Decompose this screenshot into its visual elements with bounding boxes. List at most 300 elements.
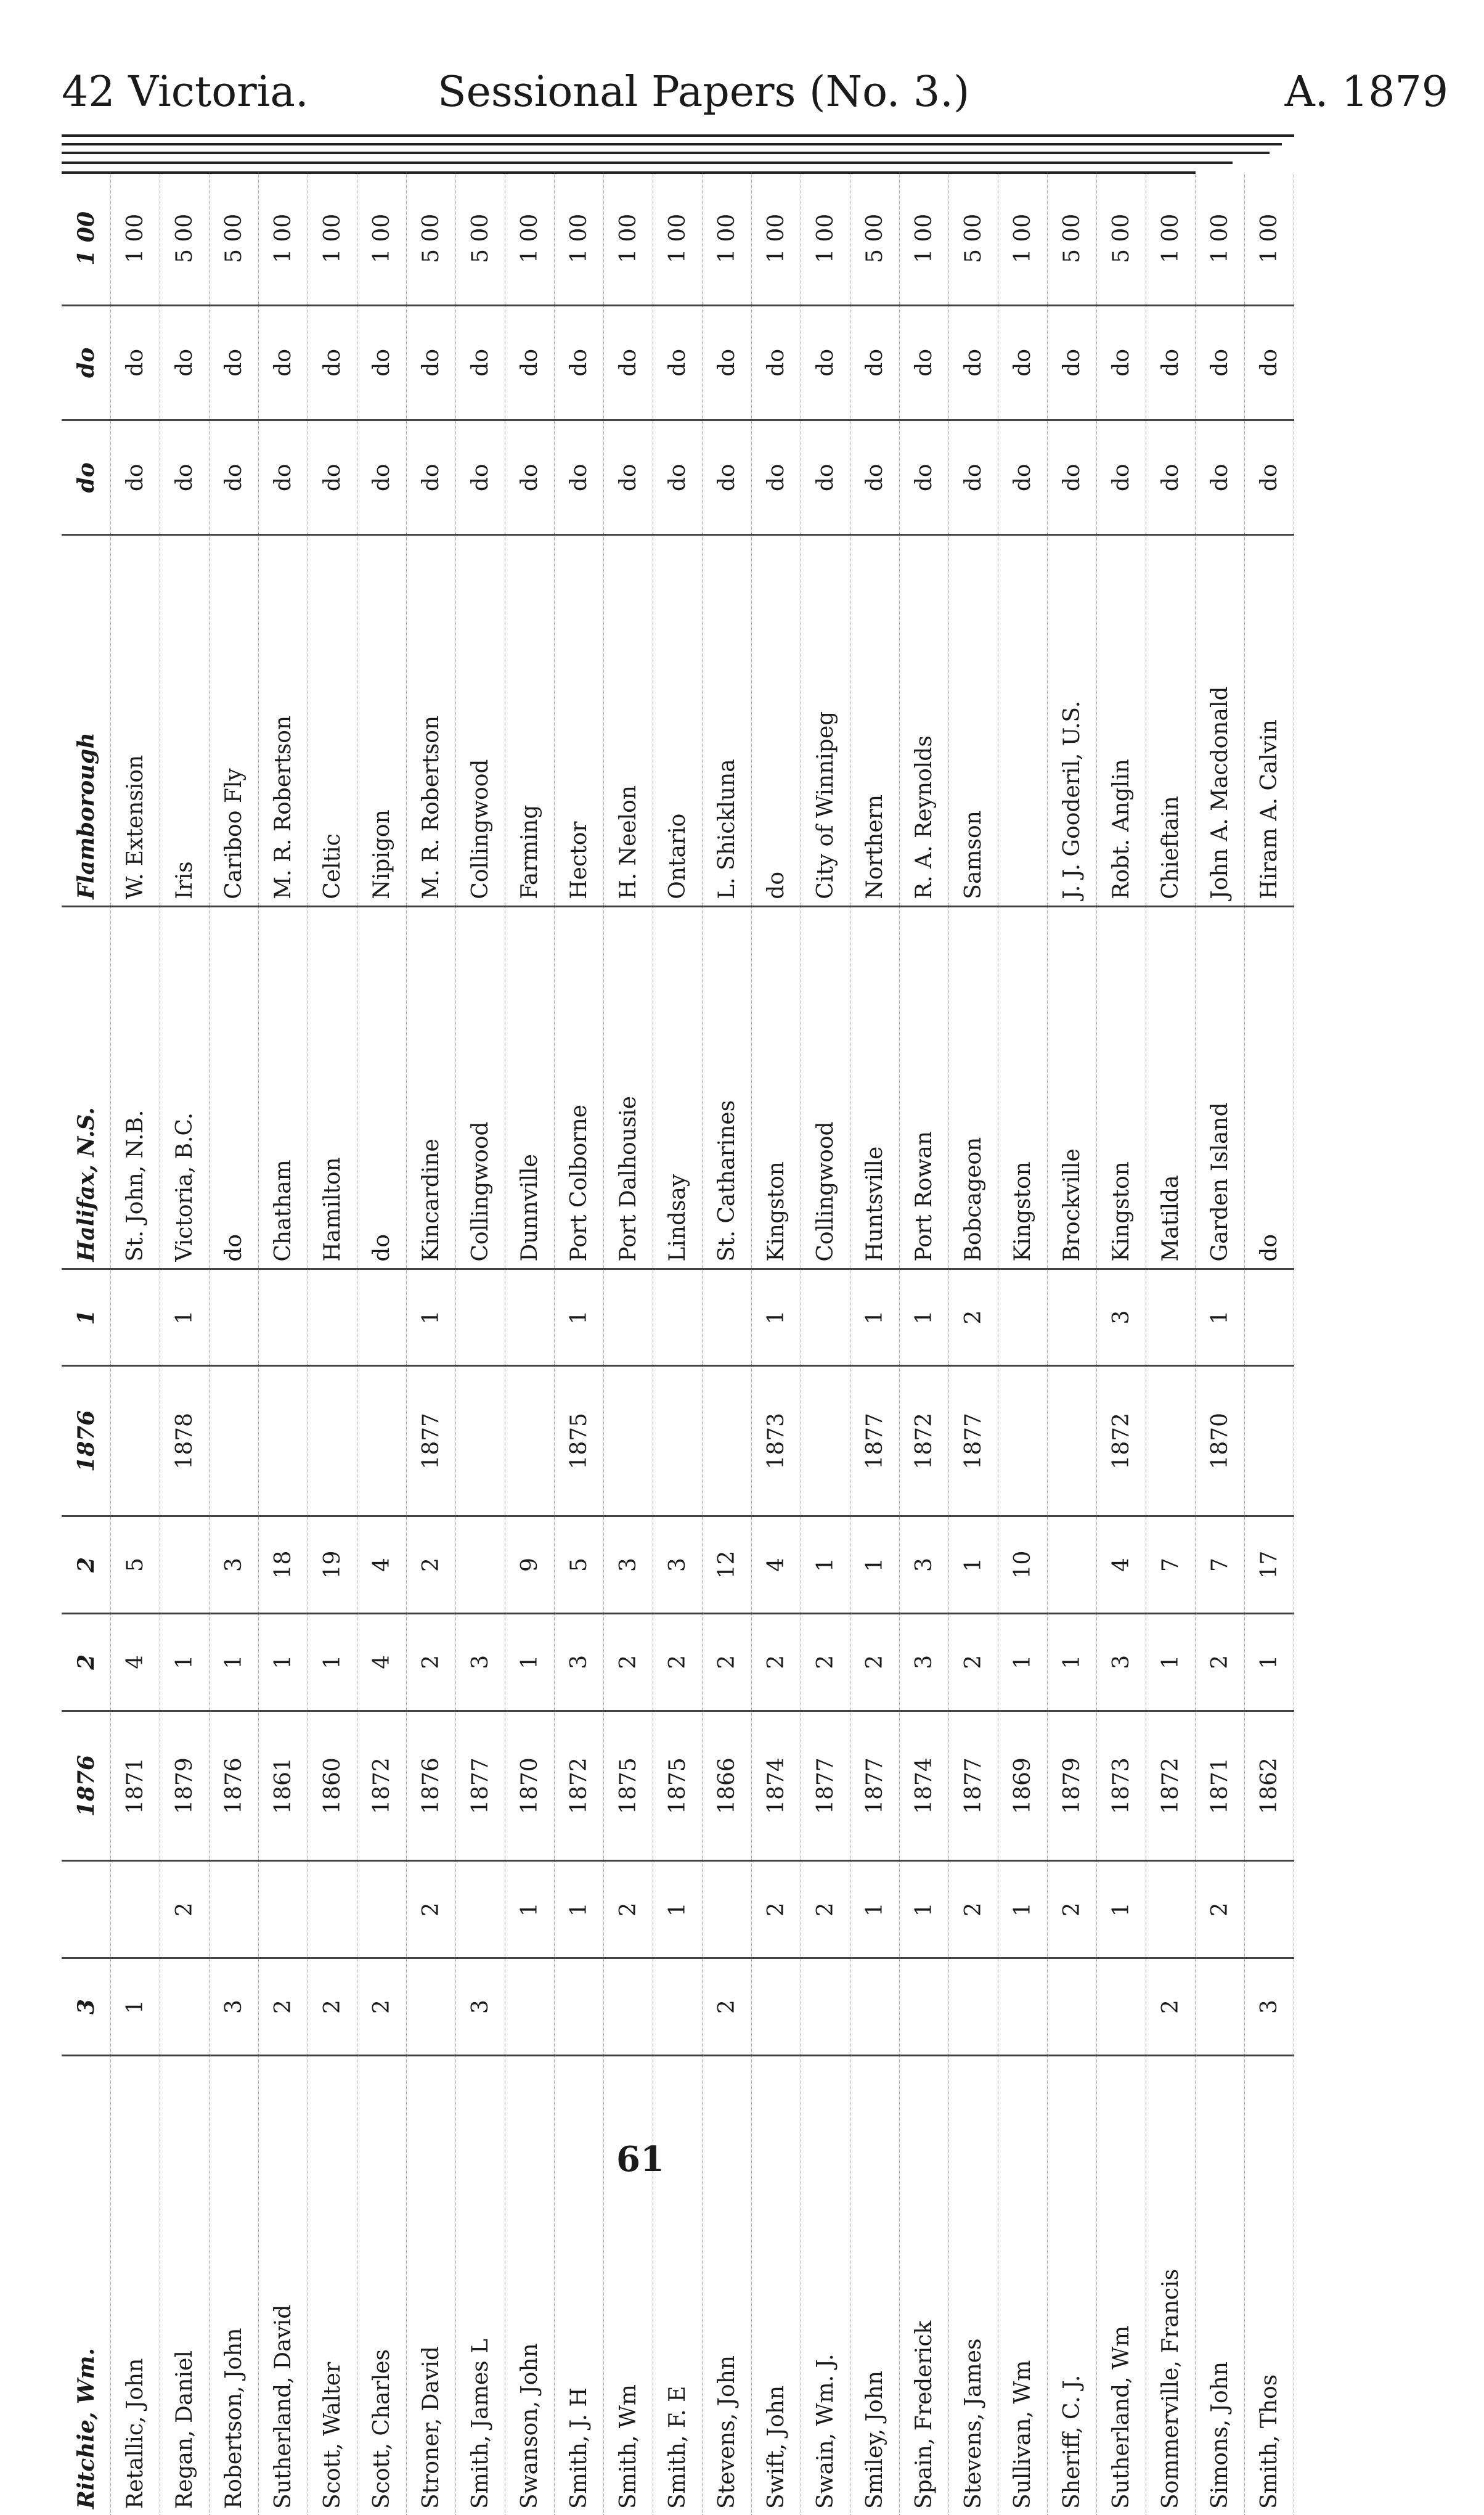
cell-col-e: 1 (62, 1269, 111, 1366)
cell-port: Hamilton (308, 906, 357, 1269)
cell-fee: 1 00 (1196, 173, 1245, 305)
cell-col-a (801, 1958, 850, 2056)
cell-col-d: 2 (407, 1516, 456, 1614)
cell-year-2: 1878 (160, 1366, 210, 1516)
cell-col-a: 2 (308, 1958, 357, 2056)
cell-fee: 5 00 (850, 173, 900, 305)
cell-fee: 1 00 (998, 173, 1048, 305)
cell-name: Retallic, John (111, 2055, 160, 2515)
cell-port: Kingston (1097, 906, 1146, 1269)
cell-name: Smith, Wm (604, 2055, 653, 2515)
cell-fee: 5 00 (456, 173, 505, 305)
cell-col-b: 2 (949, 1861, 998, 1958)
cell-year: 1872 (555, 1711, 604, 1861)
cell-port: do (1245, 906, 1294, 1269)
cell-col-d: 3 (653, 1516, 703, 1614)
cell-fee: 1 00 (111, 173, 160, 305)
cell-col-d: 19 (308, 1516, 357, 1614)
cell-do-2: do (801, 305, 850, 420)
cell-year: 1877 (801, 1711, 850, 1861)
cell-vessel: Celtic (308, 535, 357, 906)
cell-do-1: do (456, 420, 505, 535)
cell-year-2 (210, 1366, 259, 1516)
cell-fee: 1 00 (801, 173, 850, 305)
cell-do-2: do (1146, 305, 1196, 420)
cell-col-b (456, 1861, 505, 1958)
cell-fee: 5 00 (949, 173, 998, 305)
cell-fee: 1 00 (752, 173, 801, 305)
cell-col-b (62, 1861, 111, 1958)
cell-year: 1877 (850, 1711, 900, 1861)
cell-do-2: do (703, 305, 752, 420)
table-row (801, 173, 850, 2515)
cell-col-a (407, 1958, 456, 2056)
cell-do-2: do (407, 305, 456, 420)
cell-col-d: 3 (900, 1516, 949, 1614)
cell-do-1: do (555, 420, 604, 535)
cell-name: Smith, Thos (1245, 2055, 1294, 2515)
cell-name: Smiley, John (850, 2055, 900, 2515)
cell-col-a (998, 1958, 1048, 2056)
cell-port: Dunnville (505, 906, 555, 1269)
cell-col-e (998, 1269, 1048, 1366)
cell-vessel: Ontario (653, 535, 703, 906)
cell-year: 1875 (653, 1711, 703, 1861)
cell-col-a: 2 (259, 1958, 308, 2056)
cell-port: Bobcageon (949, 906, 998, 1269)
cell-col-e: 1 (850, 1269, 900, 1366)
cell-do-2: do (752, 305, 801, 420)
cell-port: Victoria, B.C. (160, 906, 210, 1269)
cell-vessel: Iris (160, 535, 210, 906)
cell-col-e (801, 1269, 850, 1366)
cell-fee: 1 00 (900, 173, 949, 305)
cell-vessel: Hiram A. Calvin (1245, 535, 1294, 906)
table-row (357, 173, 407, 2515)
cell-col-c: 2 (949, 1613, 998, 1711)
cell-year: 1876 (210, 1711, 259, 1861)
cell-name: Robertson, John (210, 2055, 259, 2515)
cell-fee: 1 00 (62, 173, 111, 305)
cell-year: 1872 (357, 1711, 407, 1861)
cell-do-2: do (1097, 305, 1146, 420)
cell-do-2: do (210, 305, 259, 420)
cell-col-e: 1 (555, 1269, 604, 1366)
cell-vessel: Chieftain (1146, 535, 1196, 906)
table-row (111, 173, 160, 2515)
cell-col-d (1048, 1516, 1097, 1614)
cell-do-2: do (308, 305, 357, 420)
table-row (1196, 173, 1245, 2515)
cell-do-2: do (604, 305, 653, 420)
cell-year: 1879 (1048, 1711, 1097, 1861)
cell-col-b: 1 (505, 1861, 555, 1958)
cell-do-1: do (998, 420, 1048, 535)
cell-vessel: Northern (850, 535, 900, 906)
cell-do-1: do (505, 420, 555, 535)
cell-year: 1871 (111, 1711, 160, 1861)
cell-vessel: Samson (949, 535, 998, 906)
cell-name: Smith, J. H (555, 2055, 604, 2515)
cell-vessel: R. A. Reynolds (900, 535, 949, 906)
cell-name: Stevens, John (703, 2055, 752, 2515)
cell-col-a (1196, 1958, 1245, 2056)
cell-col-a (752, 1958, 801, 2056)
cell-name: Sullivan, Wm (998, 2055, 1048, 2515)
cell-vessel: Flamborough (62, 535, 111, 906)
cell-col-b: 2 (160, 1861, 210, 1958)
cell-name: Sommerville, Francis (1146, 2055, 1196, 2515)
cell-col-a (653, 1958, 703, 2056)
register-table (62, 173, 1294, 2515)
cell-year-2: 1870 (1196, 1366, 1245, 1516)
cell-col-b (308, 1861, 357, 1958)
cell-do-1: do (210, 420, 259, 535)
cell-col-e: 1 (407, 1269, 456, 1366)
cell-col-d: 1 (801, 1516, 850, 1614)
cell-col-c: 2 (850, 1613, 900, 1711)
cell-vessel: Robt. Anglin (1097, 535, 1146, 906)
cell-vessel (998, 535, 1048, 906)
cell-port: Chatham (259, 906, 308, 1269)
cell-name: Regan, Daniel (160, 2055, 210, 2515)
cell-year-2 (653, 1366, 703, 1516)
cell-col-c: 2 (1196, 1613, 1245, 1711)
cell-do-1: do (1146, 420, 1196, 535)
cell-col-e (259, 1269, 308, 1366)
cell-col-e (1048, 1269, 1097, 1366)
cell-port: Collingwood (801, 906, 850, 1269)
cell-col-d: 1 (850, 1516, 900, 1614)
cell-year-2 (456, 1366, 505, 1516)
cell-name: Sutherland, David (259, 2055, 308, 2515)
cell-fee: 5 00 (407, 173, 456, 305)
cell-name: Smith, James L (456, 2055, 505, 2515)
cell-name: Spain, Frederick (900, 2055, 949, 2515)
cell-col-d: 9 (505, 1516, 555, 1614)
cell-year-2 (703, 1366, 752, 1516)
cell-do-2: do (62, 305, 111, 420)
cell-col-a: 2 (703, 1958, 752, 2056)
cell-vessel: W. Extension (111, 535, 160, 906)
cell-year: 1877 (456, 1711, 505, 1861)
cell-do-1: do (752, 420, 801, 535)
cell-fee: 1 00 (703, 173, 752, 305)
cell-col-d: 10 (998, 1516, 1048, 1614)
cell-col-e (653, 1269, 703, 1366)
cell-col-d: 4 (1097, 1516, 1146, 1614)
cell-year-2: 1876 (62, 1366, 111, 1516)
cell-do-2: do (850, 305, 900, 420)
register-table-rotated (62, 173, 1294, 2515)
table-row (308, 173, 357, 2515)
header-year: A. 1879 (1284, 68, 1448, 117)
cell-year-2: 1872 (900, 1366, 949, 1516)
cell-year: 1872 (1146, 1711, 1196, 1861)
cell-col-d: 4 (752, 1516, 801, 1614)
cell-col-e: 2 (949, 1269, 998, 1366)
cell-do-1: do (1097, 420, 1146, 535)
cell-year-2 (111, 1366, 160, 1516)
cell-col-c: 2 (752, 1613, 801, 1711)
cell-name: Ritchie, Wm. (62, 2055, 111, 2515)
cell-col-b: 1 (998, 1861, 1048, 1958)
cell-port: Kingston (752, 906, 801, 1269)
cell-year-2 (998, 1366, 1048, 1516)
table-row (1048, 173, 1097, 2515)
cell-col-d: 2 (62, 1516, 111, 1614)
header-title: Sessional Papers (No. 3.) (438, 68, 970, 117)
cell-col-d: 17 (1245, 1516, 1294, 1614)
cell-vessel: City of Winnipeg (801, 535, 850, 906)
cell-col-c: 1 (259, 1613, 308, 1711)
table-row (949, 173, 998, 2515)
cell-name: Sheriff, C. J. (1048, 2055, 1097, 2515)
cell-name: Scott, Charles (357, 2055, 407, 2515)
cell-col-e: 1 (900, 1269, 949, 1366)
cell-col-d: 3 (604, 1516, 653, 1614)
cell-do-1: do (111, 420, 160, 535)
cell-do-2: do (998, 305, 1048, 420)
table-row (210, 173, 259, 2515)
cell-do-1: do (1048, 420, 1097, 535)
cell-name: Swanson, John (505, 2055, 555, 2515)
cell-col-a (1048, 1958, 1097, 2056)
cell-col-c: 1 (160, 1613, 210, 1711)
cell-do-1: do (703, 420, 752, 535)
cell-year: 1862 (1245, 1711, 1294, 1861)
cell-col-c: 2 (801, 1613, 850, 1711)
cell-do-2: do (1048, 305, 1097, 420)
cell-col-e: 1 (160, 1269, 210, 1366)
cell-vessel: H. Neelon (604, 535, 653, 906)
cell-col-b (703, 1861, 752, 1958)
cell-col-b: 2 (801, 1861, 850, 1958)
cell-col-b: 1 (1097, 1861, 1146, 1958)
table-row (752, 173, 801, 2515)
cell-port: Matilda (1146, 906, 1196, 1269)
cell-do-2: do (505, 305, 555, 420)
page-header (37, 68, 1448, 136)
cell-fee: 5 00 (210, 173, 259, 305)
cell-col-b (259, 1861, 308, 1958)
cell-year-2: 1872 (1097, 1366, 1146, 1516)
cell-do-1: do (308, 420, 357, 535)
cell-port: Port Colborne (555, 906, 604, 1269)
cell-year-2 (1146, 1366, 1196, 1516)
cell-col-b (210, 1861, 259, 1958)
table-row (1245, 173, 1294, 2515)
cell-col-d (456, 1516, 505, 1614)
cell-col-e: 1 (752, 1269, 801, 1366)
cell-col-c: 2 (604, 1613, 653, 1711)
table-row (407, 173, 456, 2515)
cell-year: 1876 (62, 1711, 111, 1861)
cell-col-e (1245, 1269, 1294, 1366)
cell-name: Smith, F. E (653, 2055, 703, 2515)
cell-col-a (505, 1958, 555, 2056)
table-row (505, 173, 555, 2515)
cell-col-e (703, 1269, 752, 1366)
cell-year: 1871 (1196, 1711, 1245, 1861)
cell-col-a: 3 (1245, 1958, 1294, 2056)
cell-col-e (111, 1269, 160, 1366)
cell-col-a (1097, 1958, 1146, 2056)
cell-col-d: 3 (210, 1516, 259, 1614)
cell-year: 1879 (160, 1711, 210, 1861)
cell-year: 1873 (1097, 1711, 1146, 1861)
cell-year-2 (1245, 1366, 1294, 1516)
cell-year-2 (1048, 1366, 1097, 1516)
cell-col-e (505, 1269, 555, 1366)
cell-do-1: do (604, 420, 653, 535)
cell-col-b: 1 (555, 1861, 604, 1958)
cell-vessel: do (752, 535, 801, 906)
cell-do-2: do (259, 305, 308, 420)
table-row (259, 173, 308, 2515)
cell-fee: 1 00 (1245, 173, 1294, 305)
cell-year: 1866 (703, 1711, 752, 1861)
cell-col-a: 1 (111, 1958, 160, 2056)
header-rules (62, 134, 1294, 178)
cell-col-a (850, 1958, 900, 2056)
table-row (850, 173, 900, 2515)
cell-do-1: do (850, 420, 900, 535)
cell-fee: 1 00 (555, 173, 604, 305)
cell-col-b: 2 (752, 1861, 801, 1958)
cell-name: Sutherland, Wm (1097, 2055, 1146, 2515)
cell-do-1: do (1196, 420, 1245, 535)
cell-fee: 1 00 (1146, 173, 1196, 305)
cell-col-c: 4 (357, 1613, 407, 1711)
cell-col-c: 1 (1146, 1613, 1196, 1711)
cell-col-c: 3 (900, 1613, 949, 1711)
cell-year-2 (505, 1366, 555, 1516)
cell-col-b: 2 (1048, 1861, 1097, 1958)
cell-do-1: do (949, 420, 998, 535)
cell-vessel: Cariboo Fly (210, 535, 259, 906)
cell-col-c: 1 (505, 1613, 555, 1711)
cell-do-2: do (357, 305, 407, 420)
cell-col-d (160, 1516, 210, 1614)
cell-name: Scott, Walter (308, 2055, 357, 2515)
cell-year-2: 1877 (407, 1366, 456, 1516)
cell-col-d: 18 (259, 1516, 308, 1614)
cell-year-2: 1877 (850, 1366, 900, 1516)
cell-name: Stroner, David (407, 2055, 456, 2515)
cell-fee: 1 00 (653, 173, 703, 305)
cell-col-e: 3 (1097, 1269, 1146, 1366)
cell-name: Simons, John (1196, 2055, 1245, 2515)
cell-col-d: 1 (949, 1516, 998, 1614)
cell-fee: 1 00 (505, 173, 555, 305)
table-row (555, 173, 604, 2515)
cell-col-c: 4 (111, 1613, 160, 1711)
cell-col-e: 1 (1196, 1269, 1245, 1366)
cell-col-c: 1 (308, 1613, 357, 1711)
cell-col-a: 3 (210, 1958, 259, 2056)
cell-do-2: do (1196, 305, 1245, 420)
cell-year-2 (308, 1366, 357, 1516)
cell-vessel: J. J. Gooderil, U.S. (1048, 535, 1097, 906)
cell-port: St. John, N.B. (111, 906, 160, 1269)
cell-year: 1876 (407, 1711, 456, 1861)
table-row (1146, 173, 1196, 2515)
cell-col-c: 3 (1097, 1613, 1146, 1711)
cell-vessel: Nipigon (357, 535, 407, 906)
cell-col-a: 3 (456, 1958, 505, 2056)
table-row (703, 173, 752, 2515)
cell-port: Garden Island (1196, 906, 1245, 1269)
cell-vessel: Collingwood (456, 535, 505, 906)
cell-vessel: John A. Macdonald (1196, 535, 1245, 906)
cell-do-2: do (653, 305, 703, 420)
cell-col-b: 1 (850, 1861, 900, 1958)
cell-fee: 1 00 (357, 173, 407, 305)
cell-vessel: L. Shickluna (703, 535, 752, 906)
cell-col-e (210, 1269, 259, 1366)
cell-col-e (308, 1269, 357, 1366)
cell-col-b: 1 (653, 1861, 703, 1958)
cell-col-c: 1 (998, 1613, 1048, 1711)
cell-col-d: 7 (1146, 1516, 1196, 1614)
cell-port: Lindsay (653, 906, 703, 1269)
cell-col-a: 2 (1146, 1958, 1196, 2056)
cell-fee: 5 00 (1048, 173, 1097, 305)
cell-port: Collingwood (456, 906, 505, 1269)
table-row (1097, 173, 1146, 2515)
cell-vessel: M. R. Robertson (259, 535, 308, 906)
cell-port: do (357, 906, 407, 1269)
cell-col-e (604, 1269, 653, 1366)
cell-col-b (357, 1861, 407, 1958)
page-number: 61 (616, 2139, 664, 2180)
cell-year: 1861 (259, 1711, 308, 1861)
cell-fee: 5 00 (1097, 173, 1146, 305)
cell-port: St. Catharines (703, 906, 752, 1269)
cell-col-e (1146, 1269, 1196, 1366)
cell-year: 1875 (604, 1711, 653, 1861)
table-row (160, 173, 210, 2515)
cell-col-d: 7 (1196, 1516, 1245, 1614)
cell-col-d: 5 (111, 1516, 160, 1614)
cell-year: 1874 (752, 1711, 801, 1861)
cell-col-d: 5 (555, 1516, 604, 1614)
cell-year: 1869 (998, 1711, 1048, 1861)
cell-year-2 (357, 1366, 407, 1516)
cell-do-2: do (555, 305, 604, 420)
cell-year-2: 1875 (555, 1366, 604, 1516)
cell-port: Kincardine (407, 906, 456, 1269)
cell-do-2: do (900, 305, 949, 420)
cell-vessel: Hector (555, 535, 604, 906)
cell-col-c: 2 (407, 1613, 456, 1711)
cell-fee: 1 00 (259, 173, 308, 305)
cell-do-1: do (407, 420, 456, 535)
cell-col-d: 12 (703, 1516, 752, 1614)
cell-col-d: 4 (357, 1516, 407, 1614)
cell-port: Kingston (998, 906, 1048, 1269)
cell-col-e (357, 1269, 407, 1366)
cell-year-2: 1877 (949, 1366, 998, 1516)
cell-year-2: 1873 (752, 1366, 801, 1516)
cell-year: 1877 (949, 1711, 998, 1861)
cell-col-a (160, 1958, 210, 2056)
cell-col-b (111, 1861, 160, 1958)
cell-vessel: M. R. Robertson (407, 535, 456, 906)
cell-name: Stevens, James (949, 2055, 998, 2515)
cell-vessel: Farming (505, 535, 555, 906)
